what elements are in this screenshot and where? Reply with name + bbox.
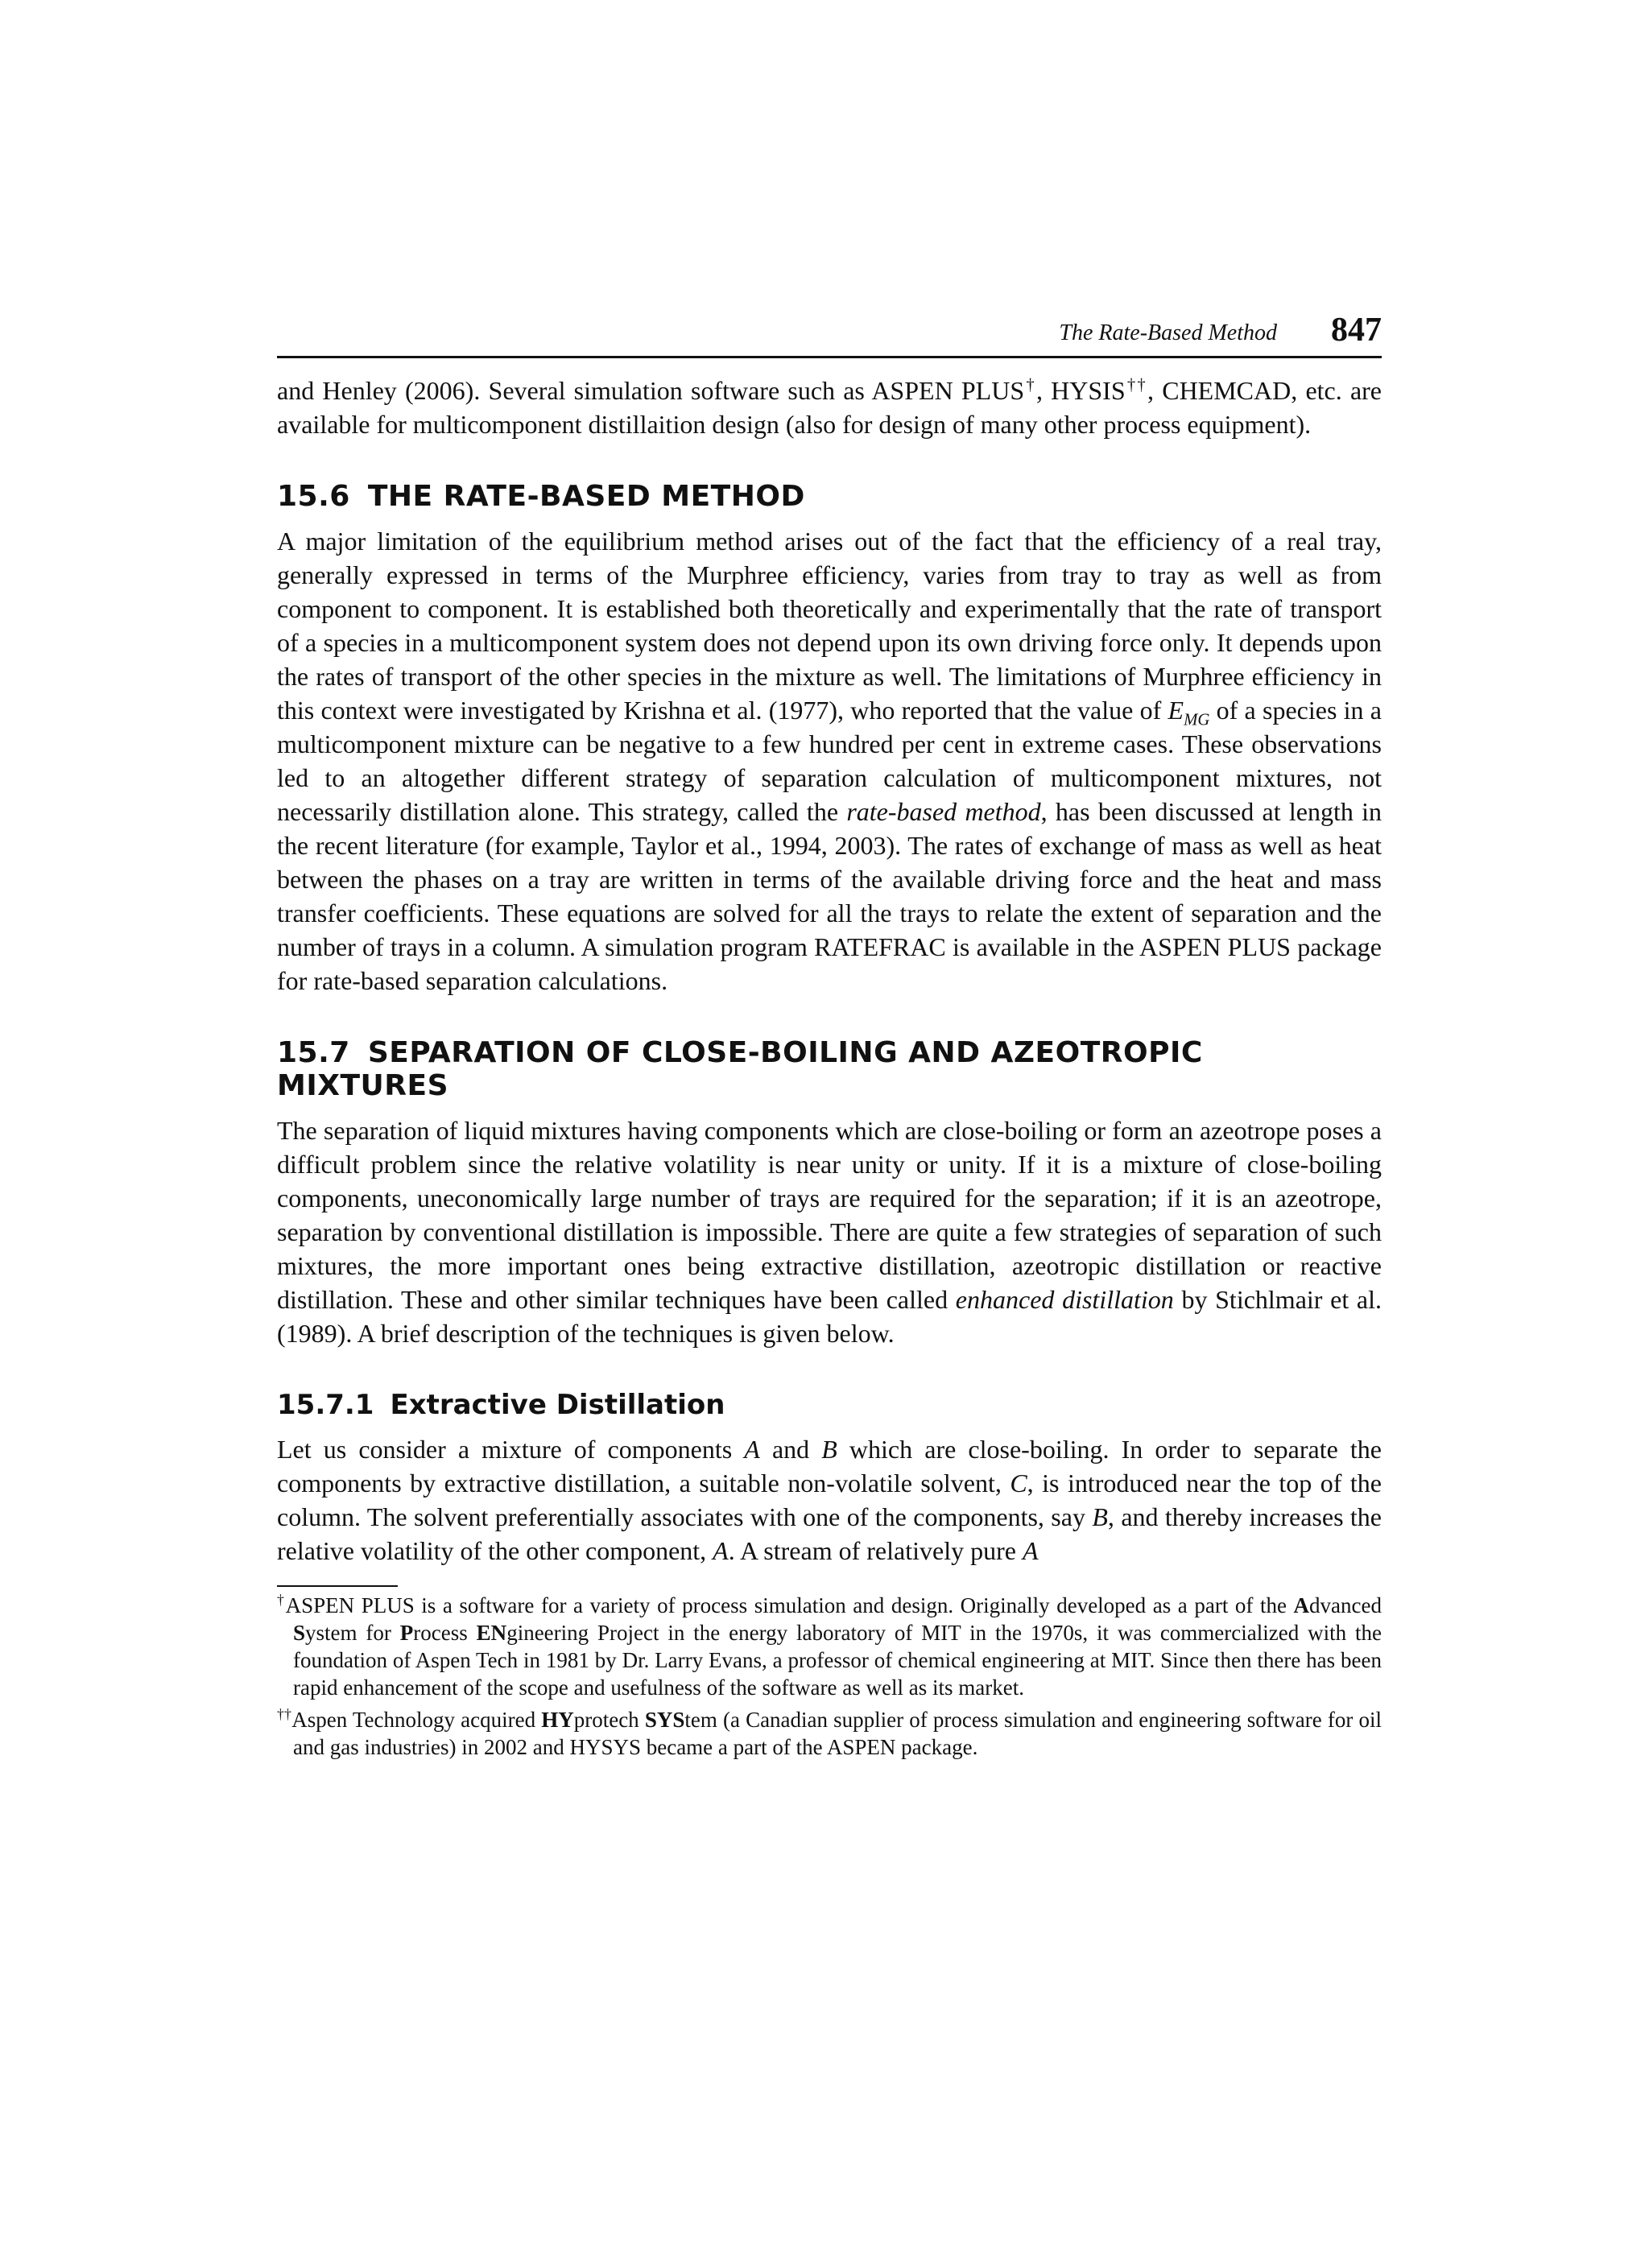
subsection-heading-15-7-1 xyxy=(277,1389,1382,1421)
page-number: 847 xyxy=(1331,312,1382,349)
extractive-paragraph: Let us consider a mixture of components A and B which are close-boiling. In order to separate the components by extractive distillation, a suitable non-volatile solvent, C, is introduced near the top of the column. The solvent preferentially associates with one of the components, say B, and thereby increases the relative volatility of the other component, A. A stream of relatively pure A xyxy=(277,1435,1382,1565)
footnote-2: ††Aspen Technology acquired HYprotech SYStem (a Canadian supplier of process simulation and engineering software for oil and gas industries) in 2002 and HYSYS became a part of the ASPEN package. xyxy=(277,1706,1382,1759)
footnote-1: †ASPEN PLUS is a software for a variety of process simulation and design. Originally developed as a part of the Advanced System for Process ENgineering Project in the energy laboratory of MIT in the 1970s, it was commercialized with the foundation of Aspen Tech in 1981 by Dr. Larry Evans, a professor of chemical engineering at MIT. Since then there has been rapid enhancement of the scope and usefulness of the software as well as its market. xyxy=(277,1592,1382,1700)
footnote-marker: † xyxy=(277,1592,286,1608)
section-title: SEPARATION OF CLOSE-BOILING AND AZEOTROPIC MIXTURES xyxy=(277,1036,1203,1102)
subsection-title: Extractive Distillation xyxy=(390,1389,725,1421)
running-head-title: The Rate-Based Method xyxy=(1059,320,1277,345)
footnote-divider xyxy=(277,1585,398,1587)
italic-term: rate-based method xyxy=(846,797,1041,826)
azeotropic-paragraph: The separation of liquid mixtures having components which are close-boiling or form an azeotrope poses a difficult problem since the relative volatility is near unity or unity. If it is a mixture of close-boiling components, uneconomically large number of trays are required for the separation; if it is an azeotrope, separation by conventional distillation is impossible. There are quite a few strategies of separation of such mixtures, the more important ones being extractive distillation, azeotropic distillation or reactive distillation. These and other similar techniques have been called enhanced distillation by Stichlmair et al. (1989). A brief description of the techniques is given below. xyxy=(277,1116,1382,1348)
running-head xyxy=(277,312,1382,358)
emg-symbol: $E_{MG}$ xyxy=(1168,696,1210,729)
section-heading-15-7 xyxy=(277,1036,1382,1102)
italic-term: enhanced distillation xyxy=(955,1285,1174,1314)
footnote-mark-dagger: † xyxy=(1024,375,1036,395)
rate-based-paragraph: A major limitation of the equilibrium method arises out of the fact that the efficiency of a real tray, generally expressed in terms of the Murphree efficiency, varies from tray to tray as well as from component to component. It is established both theoretically and experimentally that the rate of transport of a species in a multicomponent system does not depend upon its own driving force only. It depends upon the rates of transport of the other species in the mixture as well. The limitations of Murphree efficiency in this context were investigated by Krishna et al. (1977), who reported that the value of $E_{MG}$ of a species in a multicomponent mixture can be negative to a few hundred per cent in extreme cases. These observations led to an altogether different strategy of separation calculation of multicomponent mixtures, not necessarily distillation alone. This strategy, called the rate-based method, has been discussed at length in the recent literature (for example, Taylor et al., 1994, 2003). The rates of exchange of mass as well as heat between the phases on a tray are written in terms of the available driving force and the heat and mass transfer coefficients. These equations are solved for all the trays to relate the extent of separation and the number of trays in a column. A simulation program RATEFRAC is available in the ASPEN PLUS package for rate-based separation calculations. xyxy=(277,527,1382,995)
section-number: 15.6 xyxy=(277,480,350,513)
footnote-mark-double-dagger: †† xyxy=(1125,375,1148,395)
subsection-number: 15.7.1 xyxy=(277,1389,374,1421)
section-number: 15.7 xyxy=(277,1036,350,1069)
footnote-marker: †† xyxy=(277,1706,292,1722)
section-heading-15-6 xyxy=(277,480,1382,513)
page-content xyxy=(277,374,1382,1761)
intro-paragraph: and Henley (2006). Several simulation software such as ASPEN PLUS†, HYSIS††, CHEMCAD, etc. are available for multicomponent distillaition design (also for design of many other process equipment). xyxy=(277,375,1382,439)
section-title: THE RATE-BASED METHOD xyxy=(367,480,805,513)
